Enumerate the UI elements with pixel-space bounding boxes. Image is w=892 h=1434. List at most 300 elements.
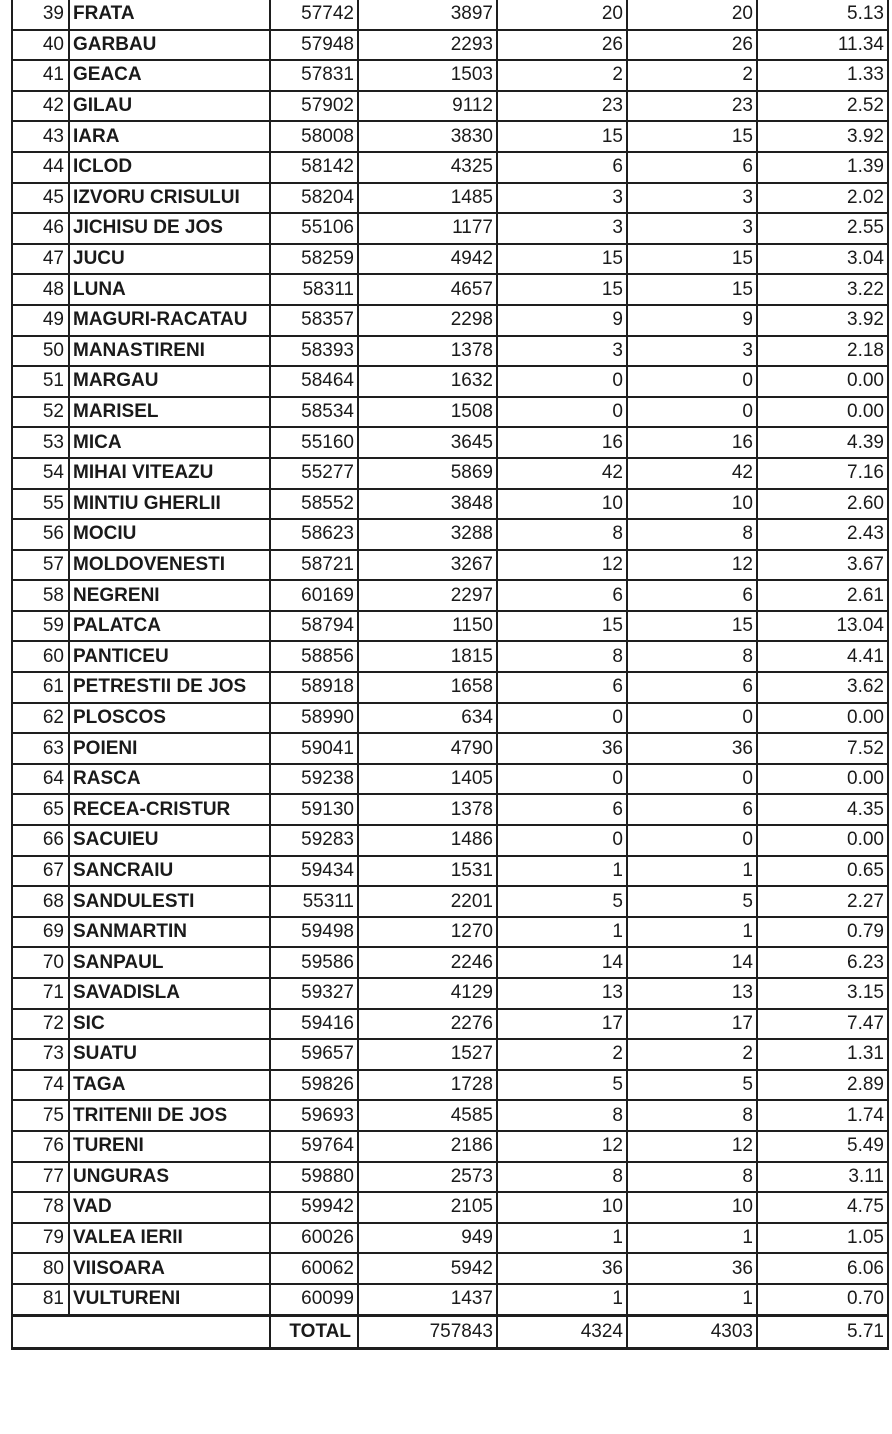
cases-a-cell: 17 — [497, 1009, 627, 1040]
locality-name-cell: MIHAI VITEAZU — [69, 458, 270, 489]
population-cell: 3288 — [358, 519, 497, 550]
row-number-cell: 69 — [12, 917, 69, 948]
cases-a-cell: 15 — [497, 611, 627, 642]
cases-b-cell: 36 — [627, 733, 757, 764]
table-row — [12, 947, 888, 978]
locality-name-cell: PALATCA — [69, 611, 270, 642]
cases-b-cell: 23 — [627, 91, 757, 122]
cases-a-cell: 23 — [497, 91, 627, 122]
row-number-cell: 47 — [12, 244, 69, 275]
locality-code-cell: 55277 — [270, 458, 358, 489]
table-row — [12, 856, 888, 887]
population-cell: 4942 — [358, 244, 497, 275]
locality-name-cell: IARA — [69, 121, 270, 152]
cases-a-cell: 6 — [497, 794, 627, 825]
locality-name-cell: MARISEL — [69, 397, 270, 428]
locality-code-cell: 59586 — [270, 947, 358, 978]
rate-cell: 2.89 — [757, 1070, 888, 1101]
row-number-cell: 58 — [12, 580, 69, 611]
locality-code-cell: 59498 — [270, 917, 358, 948]
table-row — [12, 458, 888, 489]
cases-b-cell: 5 — [627, 1070, 757, 1101]
table-row — [12, 703, 888, 734]
table-row — [12, 641, 888, 672]
cases-b-cell: 0 — [627, 703, 757, 734]
locality-name-cell: SANCRAIU — [69, 856, 270, 887]
population-cell: 1508 — [358, 397, 497, 428]
locality-code-cell: 58794 — [270, 611, 358, 642]
rate-cell: 5.49 — [757, 1131, 888, 1162]
table-row — [12, 305, 888, 336]
row-number-cell: 57 — [12, 550, 69, 581]
cases-b-cell: 0 — [627, 366, 757, 397]
rate-cell: 2.52 — [757, 91, 888, 122]
cases-b-cell: 1 — [627, 1223, 757, 1254]
locality-name-cell: SANMARTIN — [69, 917, 270, 948]
cases-a-cell: 5 — [497, 1070, 627, 1101]
table-row — [12, 672, 888, 703]
locality-name-cell: ICLOD — [69, 152, 270, 183]
locality-code-cell: 59880 — [270, 1162, 358, 1193]
cases-b-cell: 6 — [627, 672, 757, 703]
population-cell: 2297 — [358, 580, 497, 611]
cases-b-cell: 10 — [627, 489, 757, 520]
row-number-cell: 39 — [12, 0, 69, 30]
table-row — [12, 30, 888, 61]
locality-name-cell: VAD — [69, 1192, 270, 1223]
row-number-cell: 81 — [12, 1284, 69, 1315]
cases-a-cell: 15 — [497, 244, 627, 275]
population-cell: 1405 — [358, 764, 497, 795]
locality-name-cell: SANPAUL — [69, 947, 270, 978]
population-cell: 2573 — [358, 1162, 497, 1193]
cases-a-cell: 1 — [497, 1223, 627, 1254]
row-number-cell: 71 — [12, 978, 69, 1009]
cases-b-cell: 15 — [627, 274, 757, 305]
cases-a-cell: 16 — [497, 427, 627, 458]
row-number-cell: 75 — [12, 1100, 69, 1131]
cases-b-cell: 0 — [627, 764, 757, 795]
locality-code-cell: 59693 — [270, 1100, 358, 1131]
cases-b-cell: 1 — [627, 1284, 757, 1315]
locality-name-cell: SAVADISLA — [69, 978, 270, 1009]
locality-code-cell: 58464 — [270, 366, 358, 397]
cases-b-cell: 15 — [627, 244, 757, 275]
table-row — [12, 213, 888, 244]
cases-a-cell: 1 — [497, 1284, 627, 1315]
row-number-cell: 62 — [12, 703, 69, 734]
total-population: 757843 — [358, 1315, 497, 1348]
locality-code-cell: 59942 — [270, 1192, 358, 1223]
locality-code-cell: 60062 — [270, 1253, 358, 1284]
locality-name-cell: MICA — [69, 427, 270, 458]
table-row — [12, 274, 888, 305]
locality-name-cell: TAGA — [69, 1070, 270, 1101]
population-cell: 3848 — [358, 489, 497, 520]
rate-cell: 4.35 — [757, 794, 888, 825]
locality-code-cell: 59657 — [270, 1039, 358, 1070]
locality-name-cell: PLOSCOS — [69, 703, 270, 734]
locality-code-cell: 58721 — [270, 550, 358, 581]
row-number-cell: 45 — [12, 183, 69, 214]
population-cell: 2186 — [358, 1131, 497, 1162]
cases-b-cell: 10 — [627, 1192, 757, 1223]
locality-name-cell: MARGAU — [69, 366, 270, 397]
locality-name-cell: NEGRENI — [69, 580, 270, 611]
row-number-cell: 61 — [12, 672, 69, 703]
cases-b-cell: 3 — [627, 213, 757, 244]
locality-name-cell: SACUIEU — [69, 825, 270, 856]
rate-cell: 0.00 — [757, 825, 888, 856]
row-number-cell: 42 — [12, 91, 69, 122]
rate-cell: 3.22 — [757, 274, 888, 305]
table-row — [12, 917, 888, 948]
table-row — [12, 0, 888, 30]
locality-name-cell: VIISOARA — [69, 1253, 270, 1284]
row-number-cell: 50 — [12, 336, 69, 367]
locality-name-cell: TURENI — [69, 1131, 270, 1162]
locality-code-cell: 57831 — [270, 60, 358, 91]
locality-name-cell: SANDULESTI — [69, 886, 270, 917]
cases-a-cell: 8 — [497, 1162, 627, 1193]
rate-cell: 0.00 — [757, 764, 888, 795]
table-row — [12, 1009, 888, 1040]
locality-code-cell: 59826 — [270, 1070, 358, 1101]
locality-name-cell: MINTIU GHERLII — [69, 489, 270, 520]
table-row — [12, 580, 888, 611]
locality-code-cell: 55311 — [270, 886, 358, 917]
cases-a-cell: 0 — [497, 703, 627, 734]
rate-cell: 2.27 — [757, 886, 888, 917]
cases-a-cell: 6 — [497, 152, 627, 183]
locality-name-cell: PETRESTII DE JOS — [69, 672, 270, 703]
cases-a-cell: 36 — [497, 1253, 627, 1284]
rate-cell: 1.39 — [757, 152, 888, 183]
table-row — [12, 366, 888, 397]
table-row — [12, 183, 888, 214]
row-number-cell: 59 — [12, 611, 69, 642]
population-cell: 3645 — [358, 427, 497, 458]
population-cell: 1503 — [358, 60, 497, 91]
row-number-cell: 44 — [12, 152, 69, 183]
table-row — [12, 1192, 888, 1223]
cases-a-cell: 15 — [497, 121, 627, 152]
rate-cell: 1.74 — [757, 1100, 888, 1131]
locality-code-cell: 58856 — [270, 641, 358, 672]
locality-code-cell: 55160 — [270, 427, 358, 458]
rate-cell: 0.79 — [757, 917, 888, 948]
population-cell: 4657 — [358, 274, 497, 305]
table-row — [12, 1100, 888, 1131]
row-number-cell: 78 — [12, 1192, 69, 1223]
cases-b-cell: 42 — [627, 458, 757, 489]
locality-code-cell: 58259 — [270, 244, 358, 275]
table-row — [12, 1070, 888, 1101]
row-number-cell: 55 — [12, 489, 69, 520]
cases-a-cell: 0 — [497, 825, 627, 856]
cases-b-cell: 17 — [627, 1009, 757, 1040]
cases-b-cell: 36 — [627, 1253, 757, 1284]
rate-cell: 5.13 — [757, 0, 888, 30]
rate-cell: 7.52 — [757, 733, 888, 764]
population-cell: 1150 — [358, 611, 497, 642]
cases-a-cell: 0 — [497, 397, 627, 428]
cases-a-cell: 3 — [497, 183, 627, 214]
table-row — [12, 1223, 888, 1254]
total-label: TOTAL — [270, 1315, 358, 1348]
row-number-cell: 54 — [12, 458, 69, 489]
row-number-cell: 67 — [12, 856, 69, 887]
rate-cell: 6.23 — [757, 947, 888, 978]
table-row — [12, 152, 888, 183]
cases-b-cell: 8 — [627, 1162, 757, 1193]
cases-b-cell: 20 — [627, 0, 757, 30]
rate-cell: 0.70 — [757, 1284, 888, 1315]
table-row — [12, 397, 888, 428]
locality-name-cell: IZVORU CRISULUI — [69, 183, 270, 214]
row-number-cell: 79 — [12, 1223, 69, 1254]
cases-a-cell: 3 — [497, 336, 627, 367]
cases-b-cell: 12 — [627, 550, 757, 581]
cases-b-cell: 3 — [627, 336, 757, 367]
cases-b-cell: 0 — [627, 397, 757, 428]
population-cell: 5869 — [358, 458, 497, 489]
locality-name-cell: JICHISU DE JOS — [69, 213, 270, 244]
population-cell: 2293 — [358, 30, 497, 61]
cases-b-cell: 5 — [627, 886, 757, 917]
population-cell: 1728 — [358, 1070, 497, 1101]
cases-a-cell: 14 — [497, 947, 627, 978]
cases-b-cell: 15 — [627, 611, 757, 642]
rate-cell: 4.75 — [757, 1192, 888, 1223]
population-cell: 3267 — [358, 550, 497, 581]
row-number-cell: 48 — [12, 274, 69, 305]
locality-code-cell: 58142 — [270, 152, 358, 183]
locality-code-cell: 58552 — [270, 489, 358, 520]
table-row — [12, 764, 888, 795]
locality-code-cell: 57948 — [270, 30, 358, 61]
row-number-cell: 56 — [12, 519, 69, 550]
locality-code-cell: 59434 — [270, 856, 358, 887]
locality-name-cell: UNGURAS — [69, 1162, 270, 1193]
locality-name-cell: VALEA IERII — [69, 1223, 270, 1254]
row-number-cell: 63 — [12, 733, 69, 764]
table-row — [12, 1039, 888, 1070]
population-cell: 1632 — [358, 366, 497, 397]
cases-a-cell: 9 — [497, 305, 627, 336]
rate-cell: 2.55 — [757, 213, 888, 244]
locality-name-cell: JUCU — [69, 244, 270, 275]
population-cell: 1177 — [358, 213, 497, 244]
cases-a-cell: 10 — [497, 1192, 627, 1223]
rate-cell: 4.41 — [757, 641, 888, 672]
cases-b-cell: 0 — [627, 825, 757, 856]
row-number-cell: 72 — [12, 1009, 69, 1040]
population-cell: 2298 — [358, 305, 497, 336]
locality-name-cell: FRATA — [69, 0, 270, 30]
cases-a-cell: 3 — [497, 213, 627, 244]
rate-cell: 1.05 — [757, 1223, 888, 1254]
rate-cell: 7.16 — [757, 458, 888, 489]
cases-a-cell: 36 — [497, 733, 627, 764]
locality-code-cell: 59416 — [270, 1009, 358, 1040]
locality-name-cell: LUNA — [69, 274, 270, 305]
cases-b-cell: 3 — [627, 183, 757, 214]
cases-a-cell: 0 — [497, 764, 627, 795]
table-row — [12, 1162, 888, 1193]
cases-b-cell: 2 — [627, 1039, 757, 1070]
row-number-cell: 70 — [12, 947, 69, 978]
cases-a-cell: 6 — [497, 672, 627, 703]
row-number-cell: 46 — [12, 213, 69, 244]
row-number-cell: 66 — [12, 825, 69, 856]
rate-cell: 2.61 — [757, 580, 888, 611]
row-number-cell: 64 — [12, 764, 69, 795]
population-cell: 9112 — [358, 91, 497, 122]
population-cell: 1437 — [358, 1284, 497, 1315]
locality-code-cell: 58204 — [270, 183, 358, 214]
rate-cell: 1.33 — [757, 60, 888, 91]
rate-cell: 0.00 — [757, 397, 888, 428]
locality-code-cell: 59238 — [270, 764, 358, 795]
cases-b-cell: 8 — [627, 641, 757, 672]
locality-code-cell: 57902 — [270, 91, 358, 122]
table-row — [12, 489, 888, 520]
table-row — [12, 1284, 888, 1315]
rate-cell: 0.00 — [757, 703, 888, 734]
rate-cell: 4.39 — [757, 427, 888, 458]
cases-a-cell: 2 — [497, 1039, 627, 1070]
locality-code-cell: 59130 — [270, 794, 358, 825]
locality-name-cell: MAGURI-RACATAU — [69, 305, 270, 336]
locality-code-cell: 58311 — [270, 274, 358, 305]
population-cell: 1270 — [358, 917, 497, 948]
locality-code-cell: 59327 — [270, 978, 358, 1009]
table-row — [12, 121, 888, 152]
row-number-cell: 73 — [12, 1039, 69, 1070]
cases-a-cell: 8 — [497, 641, 627, 672]
rate-cell: 1.31 — [757, 1039, 888, 1070]
row-number-cell: 41 — [12, 60, 69, 91]
population-cell: 2105 — [358, 1192, 497, 1223]
table-row — [12, 886, 888, 917]
cases-b-cell: 14 — [627, 947, 757, 978]
table-row — [12, 91, 888, 122]
locality-name-cell: RECEA-CRISTUR — [69, 794, 270, 825]
table-row — [12, 519, 888, 550]
locality-name-cell: SUATU — [69, 1039, 270, 1070]
locality-name-cell: PANTICEU — [69, 641, 270, 672]
table-row — [12, 336, 888, 367]
population-cell: 1378 — [358, 794, 497, 825]
locality-code-cell: 59764 — [270, 1131, 358, 1162]
cases-a-cell: 10 — [497, 489, 627, 520]
rate-cell: 2.02 — [757, 183, 888, 214]
population-cell: 2246 — [358, 947, 497, 978]
population-cell: 1527 — [358, 1039, 497, 1070]
row-number-cell: 65 — [12, 794, 69, 825]
rate-cell: 3.67 — [757, 550, 888, 581]
row-number-cell: 52 — [12, 397, 69, 428]
table-row — [12, 427, 888, 458]
locality-code-cell: 58990 — [270, 703, 358, 734]
population-cell: 2201 — [358, 886, 497, 917]
row-number-cell: 74 — [12, 1070, 69, 1101]
locality-name-cell: TRITENII DE JOS — [69, 1100, 270, 1131]
row-number-cell: 77 — [12, 1162, 69, 1193]
locality-code-cell: 55106 — [270, 213, 358, 244]
table-row — [12, 978, 888, 1009]
locality-code-cell: 60099 — [270, 1284, 358, 1315]
population-cell: 1485 — [358, 183, 497, 214]
row-number-cell: 76 — [12, 1131, 69, 1162]
locality-name-cell: MANASTIRENI — [69, 336, 270, 367]
cases-a-cell: 15 — [497, 274, 627, 305]
row-number-cell: 40 — [12, 30, 69, 61]
table-row — [12, 1253, 888, 1284]
locality-name-cell: RASCA — [69, 764, 270, 795]
cases-b-cell: 16 — [627, 427, 757, 458]
row-number-cell: 43 — [12, 121, 69, 152]
rate-cell: 3.92 — [757, 305, 888, 336]
locality-code-cell: 59283 — [270, 825, 358, 856]
rate-cell: 2.18 — [757, 336, 888, 367]
cases-a-cell: 1 — [497, 856, 627, 887]
locality-code-cell: 59041 — [270, 733, 358, 764]
rate-cell: 0.65 — [757, 856, 888, 887]
locality-code-cell: 60169 — [270, 580, 358, 611]
cases-b-cell: 9 — [627, 305, 757, 336]
population-cell: 4790 — [358, 733, 497, 764]
table-row — [12, 60, 888, 91]
cases-a-cell: 6 — [497, 580, 627, 611]
cases-b-cell: 6 — [627, 152, 757, 183]
rate-cell: 3.92 — [757, 121, 888, 152]
rate-cell: 3.11 — [757, 1162, 888, 1193]
cases-b-cell: 6 — [627, 794, 757, 825]
row-number-cell: 68 — [12, 886, 69, 917]
cases-a-cell: 20 — [497, 0, 627, 30]
total-cases-b: 4303 — [627, 1315, 757, 1348]
cases-a-cell: 1 — [497, 917, 627, 948]
row-number-cell: 53 — [12, 427, 69, 458]
row-number-cell: 80 — [12, 1253, 69, 1284]
cases-b-cell: 1 — [627, 856, 757, 887]
row-number-cell: 51 — [12, 366, 69, 397]
total-cases-a: 4324 — [497, 1315, 627, 1348]
rate-cell: 13.04 — [757, 611, 888, 642]
table-row — [12, 611, 888, 642]
locality-code-cell: 58008 — [270, 121, 358, 152]
population-cell: 1531 — [358, 856, 497, 887]
data-table — [11, 0, 889, 1350]
cases-a-cell: 42 — [497, 458, 627, 489]
cases-b-cell: 8 — [627, 1100, 757, 1131]
population-cell: 3830 — [358, 121, 497, 152]
cases-a-cell: 26 — [497, 30, 627, 61]
rate-cell: 6.06 — [757, 1253, 888, 1284]
population-cell: 4585 — [358, 1100, 497, 1131]
locality-code-cell: 58393 — [270, 336, 358, 367]
cases-b-cell: 2 — [627, 60, 757, 91]
cases-b-cell: 8 — [627, 519, 757, 550]
table-body — [12, 0, 888, 1315]
rate-cell: 2.60 — [757, 489, 888, 520]
locality-name-cell: MOCIU — [69, 519, 270, 550]
cases-b-cell: 1 — [627, 917, 757, 948]
population-cell: 634 — [358, 703, 497, 734]
population-cell: 949 — [358, 1223, 497, 1254]
